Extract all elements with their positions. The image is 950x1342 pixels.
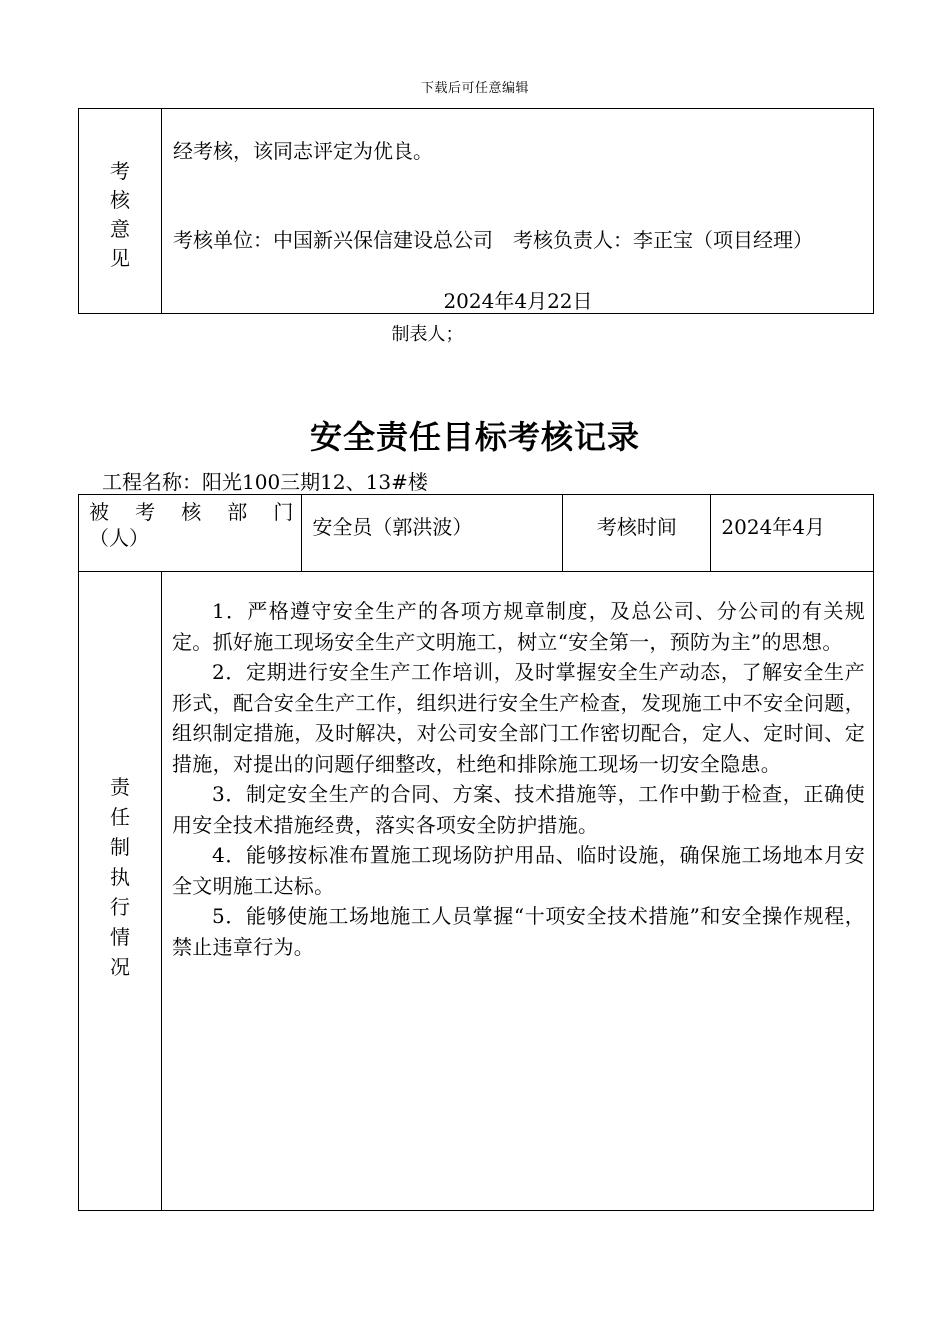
label-char: 核 <box>110 188 130 212</box>
responsibility-content <box>162 572 874 1211</box>
document-title: 安全责任目标考核记录 <box>309 418 640 456</box>
label-char: 意 <box>110 217 130 241</box>
responsibility-item: 4．能够按标准布置施工现场防护用品、临时设施，确保施工场地本月安全文明施工达标。 <box>172 843 865 898</box>
label-char: 考 <box>135 500 156 524</box>
dept-label-line2: （人） <box>89 526 149 550</box>
project-name: 工程名称：阳光100三期12、13#楼 <box>102 470 428 494</box>
assessment-time-value: 2024年4月 <box>711 495 874 572</box>
assessment-label-cell <box>79 109 162 314</box>
responsibility-item: 5．能够使施工场地施工人员掌握“十项安全技术措施”和安全操作规程，禁止违章行为。 <box>172 904 865 959</box>
label-char: 见 <box>110 246 130 270</box>
responsibility-item: 3．制定安全生产的合同、方案、技术措施等，工作中勤于检查，正确使用安全技术措施经费，落实各项安全防护措施。 <box>172 782 865 837</box>
responsibility-item: 2．定期进行安全生产工作培训，及时掌握安全生产动态，了解安全生产形式，配合安全生产工作，组织进行安全生产检查，发现施工中不安全问题，组织制定措施，及时解决，对公司安全部门工作密切配合，定人、定时间、定措施，对提出的问题仔细整改，杜绝和排除施工现场一切安全隐患。 <box>172 660 865 776</box>
label-char: 行 <box>110 895 130 919</box>
assessment-content-cell <box>162 109 874 314</box>
label-char: 部 <box>227 500 248 524</box>
label-char: 门 <box>273 500 294 524</box>
table-maker-label: 制表人； <box>391 324 464 345</box>
assessment-date: 2024年4月22日 <box>443 289 593 313</box>
responsibility-label <box>79 572 161 982</box>
label-char: 制 <box>110 835 130 859</box>
assessment-unit-line: 考核单位：中国新兴保信建设总公司 考核负责人：李正宝（项目经理） <box>173 228 813 252</box>
record-body-row <box>79 572 874 1211</box>
assessment-time-label: 考核时间 <box>563 495 711 572</box>
dept-label-cell <box>79 495 302 572</box>
assessment-label <box>79 109 161 273</box>
label-char: 况 <box>110 955 130 979</box>
label-char: 责 <box>110 775 130 799</box>
label-char: 考 <box>110 159 130 183</box>
assessed-person: 安全员（郭洪波） <box>302 495 563 572</box>
label-char: 核 <box>181 500 202 524</box>
label-char: 任 <box>110 805 130 829</box>
responsibility-item: 1．严格遵守安全生产的各项方规章制度，及总公司、分公司的有关规定。抓好施工现场安全生产文明施工，树立“安全第一，预防为主”的思想。 <box>172 599 865 654</box>
assessment-opinion: 经考核，该同志评定为优良。 <box>173 139 433 163</box>
record-table <box>78 494 874 1211</box>
dept-label-line1 <box>89 499 293 525</box>
label-char: 被 <box>89 500 109 524</box>
responsibility-label-cell <box>79 572 162 1211</box>
header-note: 下载后可任意编辑 <box>420 81 529 96</box>
record-header-row <box>79 495 874 572</box>
label-char: 情 <box>110 925 130 949</box>
label-char: 执 <box>110 865 130 889</box>
assessment-table <box>78 108 874 314</box>
